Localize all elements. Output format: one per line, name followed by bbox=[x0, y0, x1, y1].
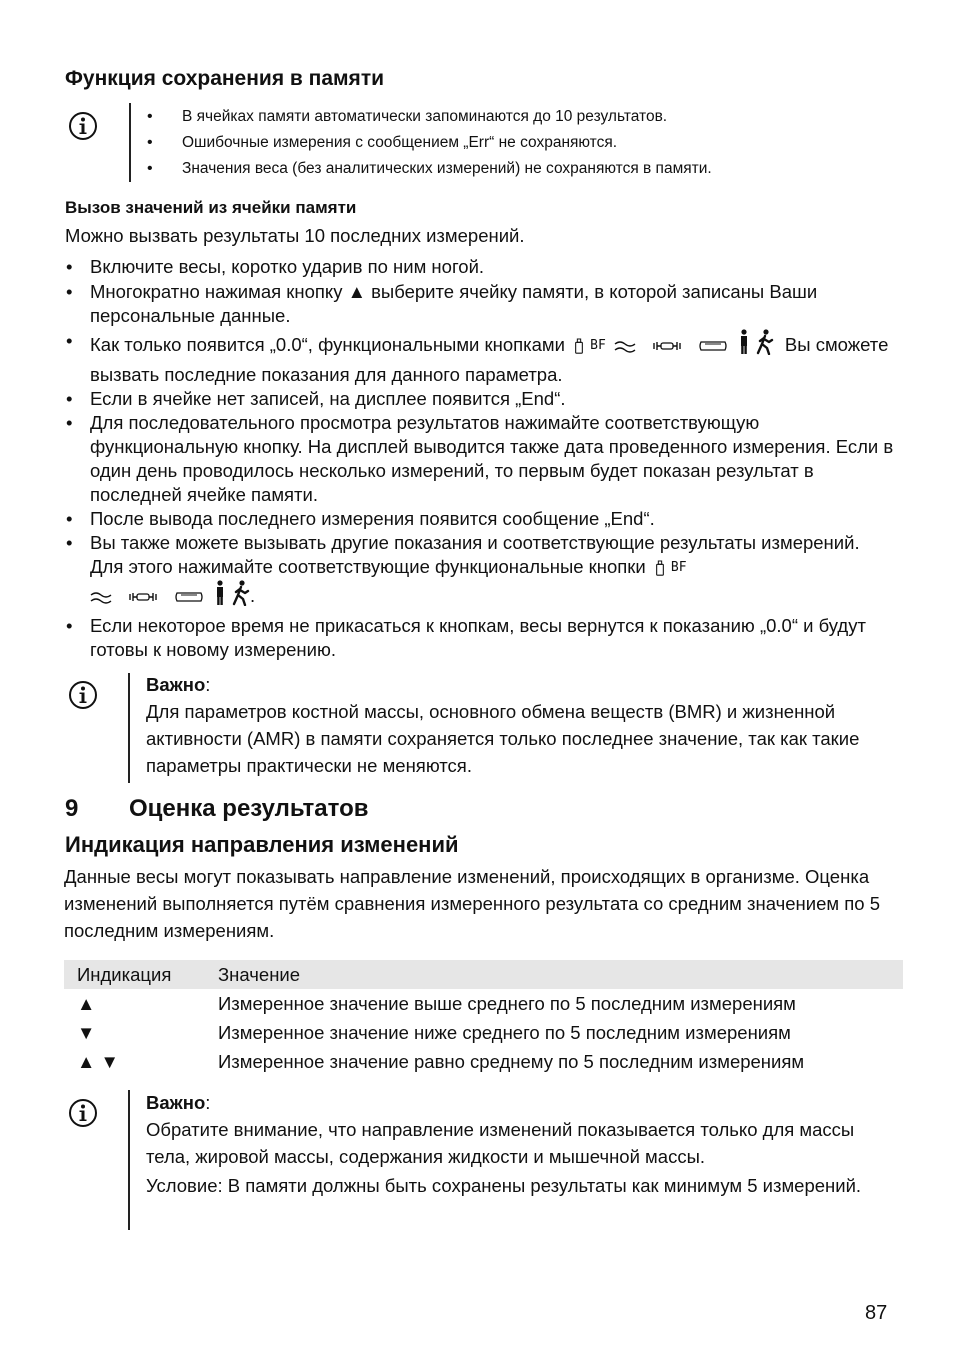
person-icon bbox=[738, 329, 750, 355]
memory-note: • В ячейках памяти автоматически запоминаются до 10 результатов. bbox=[136, 107, 712, 133]
note-divider bbox=[128, 1090, 130, 1230]
table-cell: Измеренное значение ниже среднего по 5 последним измерениям bbox=[218, 1021, 791, 1043]
muscle-icon bbox=[128, 590, 158, 604]
water-icon bbox=[90, 590, 112, 604]
note-divider bbox=[129, 103, 131, 182]
table-row bbox=[64, 1018, 903, 1047]
body-fat-icon bbox=[655, 560, 665, 577]
runner-icon bbox=[756, 329, 774, 355]
info-icon bbox=[68, 1098, 98, 1128]
note-divider bbox=[128, 673, 130, 783]
table-cell: Измеренное значение выше среднего по 5 последним измерениям bbox=[218, 992, 796, 1014]
list-item: • Если в ячейке нет записей, на дисплее появится „End“. bbox=[64, 387, 894, 411]
memory-note: • Значения веса (без аналитических измерений) не сохраняются в памяти. bbox=[136, 159, 712, 185]
note-label: Важно bbox=[146, 674, 206, 695]
table-header bbox=[64, 960, 903, 989]
step-text: Включите весы, коротко ударив по ним ногой. bbox=[90, 256, 485, 277]
note-important: Важно: Для параметров костной массы, основного обмена веществ (BMR) и жизненной активности (AMR) в памяти сохраняется только последнее значение, так как такие параметры практически не меняются. bbox=[146, 671, 886, 779]
section-title-memory: Функция сохранения в памяти bbox=[65, 67, 385, 90]
person-icon bbox=[214, 580, 226, 606]
function-symbols bbox=[570, 334, 780, 355]
column-header-value: Значение bbox=[218, 960, 903, 989]
trend-down-icon: ▼ bbox=[77, 1021, 96, 1043]
list-item: • После вывода последнего измерения появится сообщение „End“. bbox=[64, 507, 894, 531]
note-body: Обратите внимание, что направление изменений показывается только для массы тела, жировой массы, содержания жидкости и мышечной массы. bbox=[146, 1119, 855, 1167]
subheading-trend: Индикация направления изменений bbox=[65, 832, 459, 857]
column-header-indication: Индикация bbox=[64, 960, 218, 989]
section-title-evaluation: Оценка результатов bbox=[129, 795, 369, 822]
recall-intro: Можно вызвать результаты 10 последних измерений. bbox=[65, 225, 525, 246]
water-icon bbox=[614, 339, 636, 353]
evaluation-intro: Данные весы могут показывать направление изменений, происходящих в организме. Оценка изменений выполняется путём сравнения измеренного результата со средним значением по 5 последним измерениям. bbox=[64, 866, 880, 941]
page-number: 87 bbox=[865, 1302, 888, 1324]
note-body: Для параметров костной массы, основного обмена веществ (BMR) и жизненной активности (AMR) в памяти сохраняется только последнее значение, так как такие параметры практически не меняются. bbox=[146, 701, 860, 776]
bone-icon bbox=[698, 339, 728, 353]
up-arrow-icon: ▲ bbox=[347, 281, 366, 302]
info-icon bbox=[68, 680, 98, 710]
trend-up-icon: ▲ bbox=[77, 992, 96, 1014]
list-item bbox=[64, 255, 894, 279]
note-important: Важно: Обратите внимание, что направление изменений показывается только для массы тела, жировой массы, содержания жидкости и мышечной массы. Условие: В памяти должны быть сохранены результаты как минимум 5 измерений. bbox=[146, 1089, 886, 1199]
list-item: • Вы также можете вызывать другие показания и соответствующие результаты измерений. Для этого нажимайте соответствующие функциональные кнопки BF . bbox=[64, 531, 894, 614]
body-fat-icon bbox=[574, 338, 584, 355]
trend-equal-icon: ▲ ▼ bbox=[77, 1050, 119, 1072]
table-cell: Измеренное значение равно среднему по 5 последним измерениям bbox=[218, 1050, 805, 1072]
section-number: 9 bbox=[65, 795, 79, 822]
runner-icon bbox=[232, 580, 250, 606]
bf-label: BF bbox=[590, 338, 606, 353]
note-body: Условие: В памяти должны быть сохранены результаты как минимум 5 измерений. bbox=[146, 1175, 862, 1196]
bf-label: BF bbox=[670, 560, 687, 576]
list-item: • Для последовательного просмотра результатов нажимайте соответствующую функциональную кнопку. На дисплей выводится также дата проведенного измерения. Если в один день проводилось несколько измерений, то первым будет показан результат в последней ячейке памяти. bbox=[64, 411, 894, 507]
list-item: • Многократно нажимая кнопку ▲ выберите ячейку памяти, в которой записаны Ваши персональные данные. bbox=[64, 280, 894, 328]
memory-notes bbox=[136, 107, 712, 185]
list-item: • Если некоторое время не прикасаться к кнопкам, весы вернутся к показанию „0.0“ и будут готовы к новому измерению. bbox=[64, 614, 894, 662]
memory-note: • Ошибочные измерения с сообщением „Err“ не сохраняются. bbox=[136, 133, 712, 159]
subheading-recall: Вызов значений из ячейки памяти bbox=[65, 198, 357, 217]
table-row bbox=[64, 989, 903, 1018]
bone-icon bbox=[174, 590, 204, 604]
table-row bbox=[64, 1047, 903, 1076]
list-item: • Как только появится „0.0“, функциональными кнопками BF Вы сможете вызвать последние показания для данного параметра. bbox=[64, 329, 894, 387]
trend-table bbox=[64, 960, 903, 1076]
muscle-icon bbox=[652, 339, 682, 353]
note-label: Важно bbox=[146, 1092, 206, 1113]
info-icon bbox=[68, 111, 98, 141]
recall-steps bbox=[64, 255, 894, 662]
